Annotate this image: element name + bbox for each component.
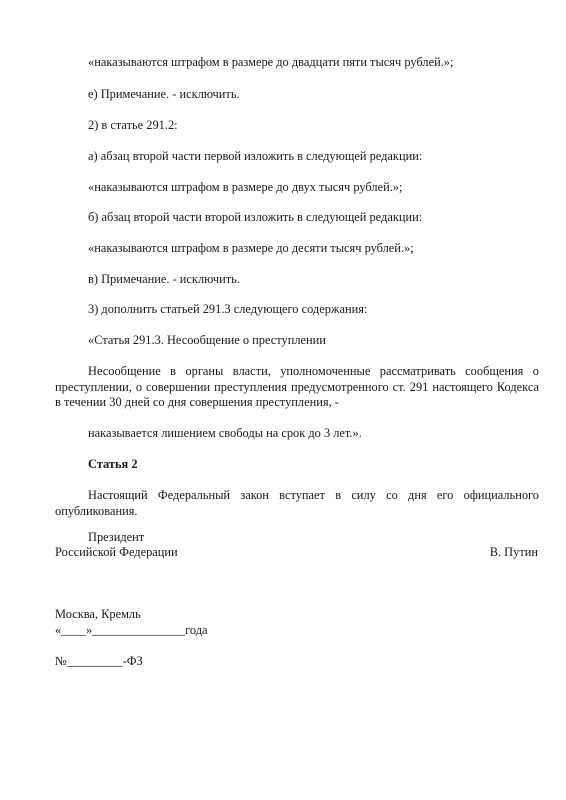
article-text: Настоящий Федеральный закон вступает в силу со дня его официального опубликования. (55, 488, 539, 518)
text-line: е) Примечание. - исключить. (88, 87, 240, 101)
text-line: в) Примечание. - исключить. (88, 272, 240, 286)
text-line: б) абзац второй части второй изложить в следующей редакции: (88, 210, 423, 224)
text-line: а) абзац второй части первой изложить в следующей редакции: (88, 149, 423, 163)
text-line: наказывается лишением свободы на срок до 3 лет.». (88, 426, 362, 440)
text-line: 3) дополнить статьей 291.3 следующего содержания: (88, 302, 368, 316)
law-number: №_________-ФЗ (55, 654, 143, 668)
signature-name: В. Путин (489, 545, 538, 559)
signing-date: «____»_______________года (55, 623, 208, 637)
signing-place: Москва, Кремль (55, 607, 141, 621)
text-line: «наказываются штрафом в размере до двадцати пяти тысяч рублей.»; (88, 55, 454, 69)
paragraph: Несообщение в органы власти, уполномоченные рассматривать сообщения о преступлении, о совершении преступления предусмотренного ст. 291 настоящего Кодекса в течении 30 дней со дня совершения преступления, - (55, 364, 539, 409)
signature-title: Президент (88, 530, 145, 544)
article-title: «Статья 291.3. Несообщение о преступлении (88, 333, 326, 347)
article-heading: Статья 2 (88, 457, 138, 471)
text-line: 2) в статье 291.2: (88, 118, 178, 132)
text-line: «наказываются штрафом в размере до двух тысяч рублей.»; (88, 180, 403, 194)
signature-title-line2: Российской Федерации (55, 545, 178, 559)
text-line: «наказываются штрафом в размере до десяти тысяч рублей.»; (88, 241, 414, 255)
